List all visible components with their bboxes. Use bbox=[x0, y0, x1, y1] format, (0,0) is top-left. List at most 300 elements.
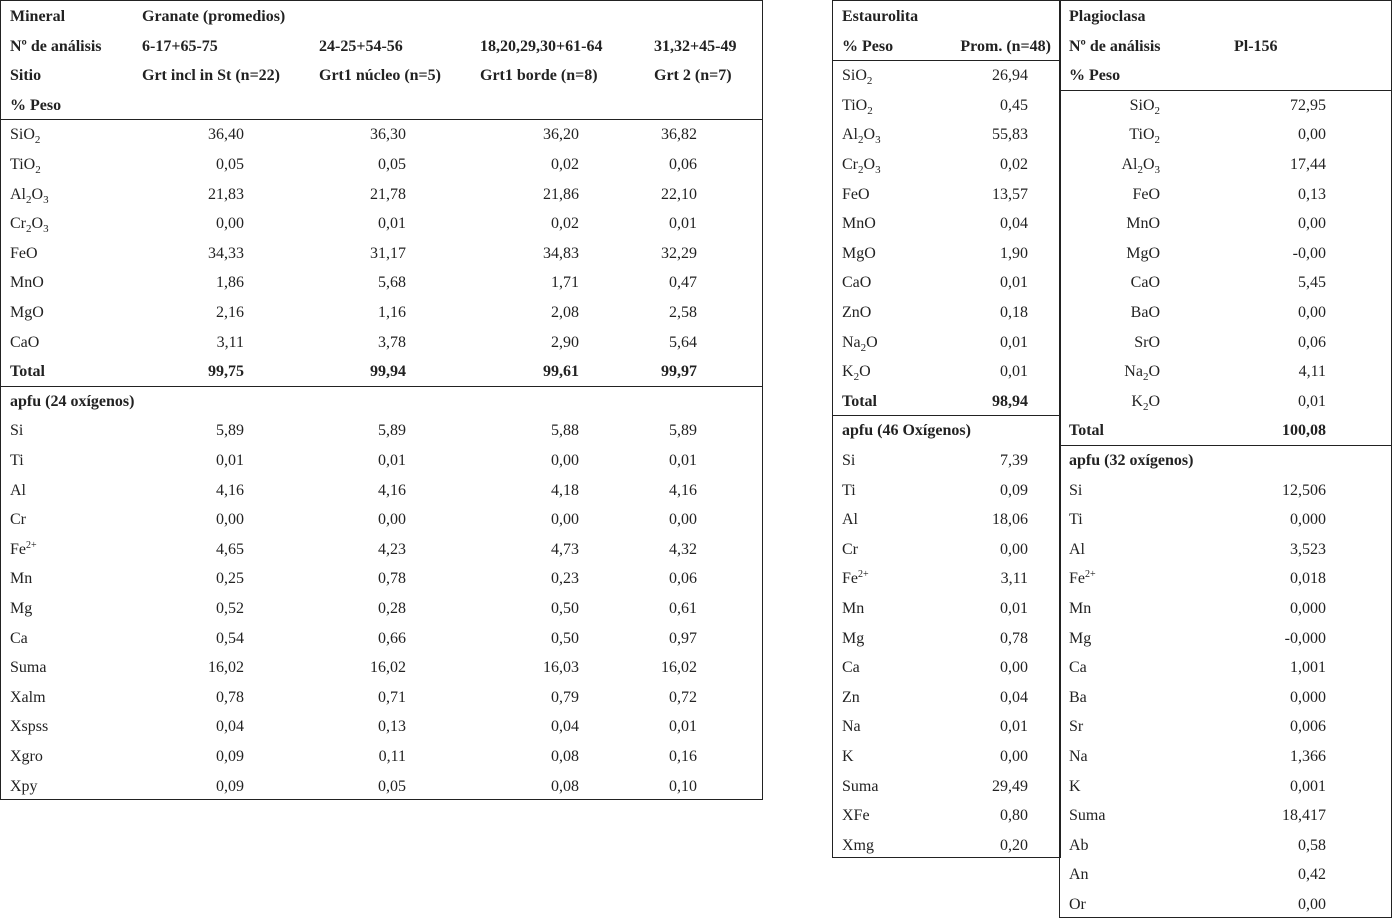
oxide-value: 3,11 bbox=[216, 333, 244, 351]
apfu-label: Ti bbox=[10, 452, 24, 469]
oxide-value: 17,44 bbox=[1290, 156, 1326, 173]
oxide-label: MnO bbox=[1126, 215, 1160, 233]
oxide-label: MgO bbox=[10, 304, 44, 321]
apfu-value: 0,54 bbox=[216, 629, 244, 647]
total-value: 99,61 bbox=[543, 363, 579, 381]
apfu-value: -0,000 bbox=[1284, 629, 1326, 647]
oxide-row bbox=[1060, 239, 1391, 269]
oxide-value: 72,95 bbox=[1290, 96, 1326, 114]
apfu-value: 16,02 bbox=[370, 659, 406, 677]
apfu-value: 7,39 bbox=[1000, 452, 1028, 469]
apfu-value: 0,01 bbox=[1000, 600, 1028, 617]
granate-table bbox=[0, 0, 763, 800]
header-value: Grt1 borde (n=8) bbox=[480, 67, 598, 85]
oxide-row bbox=[833, 61, 1060, 91]
oxide-label: MnO bbox=[842, 215, 876, 233]
apfu-value: 16,02 bbox=[208, 659, 244, 677]
apfu-value: 0,28 bbox=[378, 600, 406, 617]
oxide-row bbox=[833, 298, 1060, 328]
header-row bbox=[1, 32, 762, 62]
total-label: Total bbox=[1069, 422, 1104, 440]
apfu-label: Ab bbox=[1069, 836, 1089, 854]
apfu-row bbox=[1, 772, 762, 802]
apfu-value: 0,20 bbox=[1000, 836, 1028, 854]
oxide-value: 0,00 bbox=[1298, 215, 1326, 233]
oxide-row bbox=[833, 239, 1060, 269]
oxide-row bbox=[1060, 150, 1391, 180]
oxide-value: 21,83 bbox=[208, 185, 244, 203]
oxide-value: 0,00 bbox=[1298, 304, 1326, 321]
apfu-label: Mg bbox=[842, 629, 865, 647]
oxide-row bbox=[1060, 357, 1391, 387]
oxide-label: TiO$_2$ bbox=[10, 156, 41, 176]
apfu-row bbox=[833, 683, 1060, 713]
oxide-label: BaO bbox=[1130, 304, 1160, 321]
apfu-value: 0,16 bbox=[669, 748, 697, 765]
apfu-label: Ti bbox=[1069, 511, 1083, 529]
apfu-label: Xspss bbox=[10, 718, 49, 736]
apfu-row bbox=[833, 446, 1060, 476]
apfu-row bbox=[1060, 772, 1391, 802]
apfu-label: Cr bbox=[10, 511, 26, 529]
apfu-value: 0,000 bbox=[1290, 688, 1326, 706]
oxide-value: 3,78 bbox=[378, 333, 406, 351]
oxide-label: $K_2O$ bbox=[1131, 392, 1160, 413]
apfu-label: Si bbox=[842, 452, 856, 469]
apfu-value: 5,89 bbox=[669, 422, 697, 440]
oxide-row bbox=[1, 120, 762, 150]
apfu-row bbox=[1, 624, 762, 654]
oxide-row bbox=[833, 357, 1060, 387]
apfu-value: 16,02 bbox=[661, 659, 697, 677]
apfu-value: 0,10 bbox=[669, 777, 697, 795]
apfu-value: 16,03 bbox=[543, 659, 579, 677]
apfu-value: 0,01 bbox=[669, 452, 697, 469]
header-row bbox=[1, 91, 762, 121]
oxide-value: 36,20 bbox=[543, 126, 579, 144]
apfu-label: Mg bbox=[10, 600, 33, 617]
header-value: 18,20,29,30+61-64 bbox=[480, 37, 603, 55]
oxide-value: 36,40 bbox=[208, 126, 244, 144]
apfu-value: 0,04 bbox=[551, 718, 579, 736]
apfu-value: 0,08 bbox=[551, 748, 579, 765]
header-row bbox=[833, 2, 1060, 32]
apfu-row bbox=[1060, 505, 1391, 535]
header-value: Granate (promedios) bbox=[142, 8, 286, 25]
header-value: Grt incl in St (n=22) bbox=[142, 67, 281, 85]
apfu-label: Ca bbox=[1069, 659, 1087, 677]
apfu-row bbox=[1060, 831, 1391, 861]
apfu-value: 0,09 bbox=[1000, 481, 1028, 499]
oxide-label: FeO bbox=[842, 185, 870, 203]
oxide-value: 0,01 bbox=[378, 215, 406, 233]
apfu-value: 0,00 bbox=[1000, 659, 1028, 677]
oxide-value: 0,47 bbox=[669, 274, 697, 292]
apfu-row bbox=[1060, 594, 1391, 624]
apfu-value: 0,00 bbox=[551, 511, 579, 529]
total-row bbox=[1060, 416, 1391, 446]
oxide-row bbox=[1, 239, 762, 269]
oxide-value: 21,78 bbox=[370, 185, 406, 203]
oxide-value: 5,45 bbox=[1298, 274, 1326, 292]
apfu-row bbox=[1060, 624, 1391, 654]
oxide-value: 5,64 bbox=[669, 333, 697, 351]
apfu-label: $Fe^{2+}$ bbox=[1069, 569, 1096, 588]
apfu-label: Mn bbox=[10, 570, 33, 588]
apfu-title: apfu (24 oxígenos) bbox=[10, 392, 135, 410]
header-value: 24-25+54-56 bbox=[319, 37, 403, 55]
oxide-label: CaO bbox=[1130, 274, 1160, 292]
apfu-value: 0,01 bbox=[216, 452, 244, 469]
oxide-label: ZnO bbox=[842, 304, 872, 321]
oxide-label: $Al_2O_3$ bbox=[1121, 156, 1160, 176]
apfu-row bbox=[1, 535, 762, 565]
oxide-value: 0,00 bbox=[1298, 126, 1326, 144]
oxide-label: $Cr_2O_3$ bbox=[842, 156, 881, 176]
apfu-value: 1,001 bbox=[1290, 659, 1326, 677]
apfu-row bbox=[1, 712, 762, 742]
header-row bbox=[1060, 61, 1391, 91]
apfu-value: 0,06 bbox=[669, 570, 697, 588]
apfu-value: 0,61 bbox=[669, 600, 697, 617]
header-row bbox=[1060, 2, 1391, 32]
oxide-label: MgO bbox=[842, 244, 876, 262]
oxide-value: 0,05 bbox=[216, 156, 244, 173]
oxide-row bbox=[1, 209, 762, 239]
apfu-label: Ca bbox=[842, 659, 860, 677]
oxide-row bbox=[1060, 120, 1391, 150]
oxide-row bbox=[833, 268, 1060, 298]
oxide-value: 0,01 bbox=[1000, 274, 1028, 292]
oxide-value: 0,05 bbox=[378, 156, 406, 173]
apfu-label: An bbox=[1069, 866, 1089, 884]
oxide-value: 1,86 bbox=[216, 274, 244, 292]
apfu-row bbox=[1060, 712, 1391, 742]
apfu-value: 0,000 bbox=[1290, 600, 1326, 617]
apfu-value: 4,16 bbox=[378, 481, 406, 499]
header-row bbox=[1, 2, 762, 32]
oxide-value: 2,08 bbox=[551, 304, 579, 321]
oxide-row bbox=[833, 120, 1060, 150]
plagioclasa-table bbox=[1059, 0, 1392, 918]
oxide-value: 0,01 bbox=[1000, 333, 1028, 351]
apfu-label: Suma bbox=[1069, 807, 1106, 825]
apfu-label: Si bbox=[1069, 481, 1083, 499]
apfu-title-row bbox=[1, 387, 762, 417]
apfu-row bbox=[833, 535, 1060, 565]
oxide-row bbox=[1060, 298, 1391, 328]
apfu-value: 5,89 bbox=[216, 422, 244, 440]
apfu-value: 0,00 bbox=[551, 452, 579, 469]
apfu-value: 0,00 bbox=[378, 511, 406, 529]
apfu-label: Mg bbox=[1069, 629, 1092, 647]
apfu-row bbox=[1, 683, 762, 713]
oxide-value: 55,83 bbox=[992, 126, 1028, 144]
apfu-label: Suma bbox=[842, 777, 879, 795]
oxide-value: 0,13 bbox=[1298, 185, 1326, 203]
apfu-label: Al bbox=[1069, 540, 1085, 558]
apfu-value: 0,13 bbox=[378, 718, 406, 736]
oxide-value: 0,04 bbox=[1000, 215, 1028, 233]
apfu-label: $Fe^{2+}$ bbox=[842, 569, 869, 588]
oxide-label: $Al_2O_3$ bbox=[10, 185, 49, 206]
oxide-value: 2,90 bbox=[551, 333, 579, 351]
oxide-label: FeO bbox=[10, 244, 38, 262]
apfu-value: 0,78 bbox=[1000, 629, 1028, 647]
oxide-label: MgO bbox=[1126, 244, 1160, 262]
header-value: Pl-156 bbox=[1234, 37, 1278, 55]
apfu-title: apfu (46 Oxígenos) bbox=[842, 422, 971, 440]
oxide-value: 36,82 bbox=[661, 126, 697, 144]
oxide-value: 0,06 bbox=[1298, 333, 1326, 351]
apfu-value: 0,50 bbox=[551, 629, 579, 647]
header-value: Prom. (n=48) bbox=[960, 37, 1051, 55]
oxide-label: CaO bbox=[842, 274, 872, 292]
apfu-label: Al bbox=[842, 511, 858, 529]
oxide-value: 0,45 bbox=[1000, 96, 1028, 114]
oxide-row bbox=[833, 180, 1060, 210]
apfu-value: 0,05 bbox=[378, 777, 406, 795]
header-label: Estaurolita bbox=[842, 8, 919, 25]
apfu-row bbox=[1, 416, 762, 446]
oxide-value: 0,18 bbox=[1000, 304, 1028, 321]
apfu-label: Mn bbox=[1069, 600, 1092, 617]
apfu-value: 0,11 bbox=[378, 748, 406, 765]
apfu-row bbox=[833, 564, 1060, 594]
apfu-label: Ti bbox=[842, 481, 856, 499]
header-label: % Peso bbox=[1069, 67, 1121, 85]
header-value: 31,32+45-49 bbox=[654, 37, 737, 55]
oxide-value: 26,94 bbox=[992, 67, 1028, 85]
oxide-value: -0,00 bbox=[1292, 244, 1326, 262]
oxide-value: 0,02 bbox=[1000, 156, 1028, 173]
apfu-row bbox=[1, 476, 762, 506]
apfu-label: Si bbox=[10, 422, 24, 440]
oxide-row bbox=[1, 298, 762, 328]
apfu-row bbox=[833, 476, 1060, 506]
header-row bbox=[1060, 32, 1391, 62]
oxide-value: 0,02 bbox=[551, 156, 579, 173]
apfu-row bbox=[1060, 860, 1391, 890]
apfu-value: 4,65 bbox=[216, 540, 244, 558]
oxide-label: $Cr_2O_3$ bbox=[10, 215, 49, 236]
apfu-value: 0,79 bbox=[551, 688, 579, 706]
oxide-value: 1,16 bbox=[378, 304, 406, 321]
oxide-row bbox=[1060, 268, 1391, 298]
apfu-value: 0,00 bbox=[1298, 896, 1326, 913]
apfu-row bbox=[833, 712, 1060, 742]
apfu-value: 0,25 bbox=[216, 570, 244, 588]
oxide-value: 21,86 bbox=[543, 185, 579, 203]
oxide-value: 13,57 bbox=[992, 185, 1028, 203]
apfu-value: 18,417 bbox=[1282, 807, 1326, 825]
total-value: 98,94 bbox=[992, 392, 1028, 410]
header-label: % Peso bbox=[842, 37, 894, 55]
apfu-value: 0,97 bbox=[669, 629, 697, 647]
apfu-value: 0,58 bbox=[1298, 836, 1326, 854]
apfu-label: K bbox=[1069, 777, 1081, 795]
oxide-value: 34,83 bbox=[543, 244, 579, 262]
apfu-value: 0,52 bbox=[216, 600, 244, 617]
oxide-label: SiO$_2$ bbox=[842, 67, 873, 88]
apfu-value: 0,71 bbox=[378, 688, 406, 706]
oxide-label: SiO$_2$ bbox=[1129, 96, 1160, 117]
apfu-value: 0,00 bbox=[1000, 748, 1028, 765]
apfu-value: 0,04 bbox=[1000, 688, 1028, 706]
total-row bbox=[1, 357, 762, 387]
oxide-label: TiO$_2$ bbox=[842, 96, 873, 117]
oxide-label: SiO$_2$ bbox=[10, 126, 41, 147]
apfu-row bbox=[1, 653, 762, 683]
apfu-row bbox=[833, 772, 1060, 802]
oxide-row bbox=[1, 328, 762, 358]
apfu-row bbox=[833, 624, 1060, 654]
oxide-value: 36,30 bbox=[370, 126, 406, 144]
oxide-value: 0,06 bbox=[669, 156, 697, 173]
total-label: Total bbox=[842, 392, 877, 410]
oxide-value: 1,90 bbox=[1000, 244, 1028, 262]
total-value: 99,97 bbox=[661, 363, 697, 381]
apfu-row bbox=[833, 742, 1060, 772]
oxide-value: 22,10 bbox=[661, 185, 697, 203]
header-value: Grt1 núcleo (n=5) bbox=[319, 67, 441, 85]
apfu-value: 0,66 bbox=[378, 629, 406, 647]
apfu-label: Sr bbox=[1069, 718, 1084, 736]
total-value: 99,75 bbox=[208, 363, 244, 381]
header-value: 6-17+65-75 bbox=[142, 37, 218, 55]
apfu-row bbox=[833, 801, 1060, 831]
oxide-row bbox=[1, 180, 762, 210]
apfu-title: apfu (32 oxígenos) bbox=[1069, 452, 1194, 469]
apfu-value: 0,04 bbox=[216, 718, 244, 736]
apfu-label: Or bbox=[1069, 896, 1086, 913]
apfu-value: 4,16 bbox=[216, 481, 244, 499]
apfu-row bbox=[833, 505, 1060, 535]
apfu-value: 0,01 bbox=[669, 718, 697, 736]
apfu-label: K bbox=[842, 748, 854, 765]
oxide-value: 4,11 bbox=[1298, 363, 1326, 381]
oxide-value: 0,00 bbox=[216, 215, 244, 233]
apfu-row bbox=[1060, 564, 1391, 594]
apfu-row bbox=[833, 594, 1060, 624]
apfu-value: 0,08 bbox=[551, 777, 579, 795]
apfu-value: 0,00 bbox=[1000, 540, 1028, 558]
apfu-row bbox=[1, 446, 762, 476]
apfu-label: Na bbox=[1069, 748, 1088, 765]
apfu-label: Na bbox=[842, 718, 861, 736]
apfu-value: 5,88 bbox=[551, 422, 579, 440]
apfu-label: Ba bbox=[1069, 688, 1087, 706]
apfu-value: 0,72 bbox=[669, 688, 697, 706]
apfu-value: 0,00 bbox=[216, 511, 244, 529]
oxide-row bbox=[1060, 91, 1391, 121]
apfu-title-row bbox=[1060, 446, 1391, 476]
oxide-value: 0,01 bbox=[1000, 363, 1028, 381]
apfu-value: 0,42 bbox=[1298, 866, 1326, 884]
header-row bbox=[1, 61, 762, 91]
total-value: 99,94 bbox=[370, 363, 406, 381]
apfu-row bbox=[1060, 653, 1391, 683]
apfu-row bbox=[1060, 801, 1391, 831]
header-label: Plagioclasa bbox=[1069, 8, 1146, 25]
apfu-value: 3,523 bbox=[1290, 540, 1326, 558]
apfu-value: 0,09 bbox=[216, 748, 244, 765]
apfu-value: 4,23 bbox=[378, 540, 406, 558]
oxide-row bbox=[1060, 180, 1391, 210]
oxide-value: 31,17 bbox=[370, 244, 406, 262]
apfu-row bbox=[833, 653, 1060, 683]
apfu-value: 1,366 bbox=[1290, 748, 1326, 765]
header-row bbox=[833, 32, 1060, 62]
apfu-label: $Fe^{2+}$ bbox=[10, 539, 37, 558]
apfu-row bbox=[1060, 890, 1391, 920]
apfu-label: Xalm bbox=[10, 688, 46, 706]
oxide-row bbox=[833, 150, 1060, 180]
estaurolita-table bbox=[832, 0, 1061, 858]
oxide-row bbox=[1060, 209, 1391, 239]
apfu-value: 4,32 bbox=[669, 540, 697, 558]
apfu-value: 0,50 bbox=[551, 600, 579, 617]
apfu-value: 0,01 bbox=[1000, 718, 1028, 736]
apfu-label: Mn bbox=[842, 600, 865, 617]
oxide-row bbox=[833, 328, 1060, 358]
apfu-row bbox=[1, 505, 762, 535]
total-label: Total bbox=[10, 363, 45, 381]
oxide-row bbox=[1060, 328, 1391, 358]
oxide-label: CaO bbox=[10, 333, 40, 351]
apfu-label: Suma bbox=[10, 659, 47, 677]
oxide-value: 0,01 bbox=[1298, 392, 1326, 410]
apfu-value: 12,506 bbox=[1282, 481, 1326, 499]
apfu-row bbox=[1060, 535, 1391, 565]
apfu-label: Xpy bbox=[10, 777, 38, 795]
oxide-row bbox=[1, 268, 762, 298]
oxide-label: MnO bbox=[10, 274, 44, 292]
oxide-label: TiO$_2$ bbox=[1129, 126, 1160, 147]
header-label: Sitio bbox=[10, 67, 42, 85]
apfu-value: 18,06 bbox=[992, 511, 1028, 529]
apfu-value: 0,09 bbox=[216, 777, 244, 795]
apfu-row bbox=[1, 564, 762, 594]
apfu-value: 5,89 bbox=[378, 422, 406, 440]
header-label: Nº de análisis bbox=[10, 37, 102, 55]
oxide-label: $Na_2O$ bbox=[842, 333, 878, 354]
apfu-value: 3,11 bbox=[1000, 570, 1028, 588]
apfu-value: 4,16 bbox=[669, 481, 697, 499]
apfu-value: 29,49 bbox=[992, 777, 1028, 795]
oxide-row bbox=[1060, 387, 1391, 417]
apfu-label: XFe bbox=[842, 807, 870, 825]
oxide-value: 5,68 bbox=[378, 274, 406, 292]
apfu-label: Al bbox=[10, 481, 26, 499]
oxide-label: $K_2O$ bbox=[842, 363, 871, 384]
apfu-value: 0,006 bbox=[1290, 718, 1326, 736]
oxide-label: FeO bbox=[1132, 185, 1160, 203]
apfu-row bbox=[833, 831, 1060, 861]
header-label: Mineral bbox=[10, 8, 66, 25]
oxide-label: SrO bbox=[1134, 333, 1160, 351]
total-value: 100,08 bbox=[1282, 422, 1326, 440]
header-label: % Peso bbox=[10, 96, 62, 114]
apfu-row bbox=[1060, 683, 1391, 713]
apfu-row bbox=[1, 594, 762, 624]
apfu-value: 0,80 bbox=[1000, 807, 1028, 825]
apfu-value: 4,73 bbox=[551, 540, 579, 558]
total-row bbox=[833, 387, 1060, 417]
oxide-row bbox=[833, 209, 1060, 239]
oxide-value: 2,16 bbox=[216, 304, 244, 321]
apfu-value: 0,78 bbox=[216, 688, 244, 706]
